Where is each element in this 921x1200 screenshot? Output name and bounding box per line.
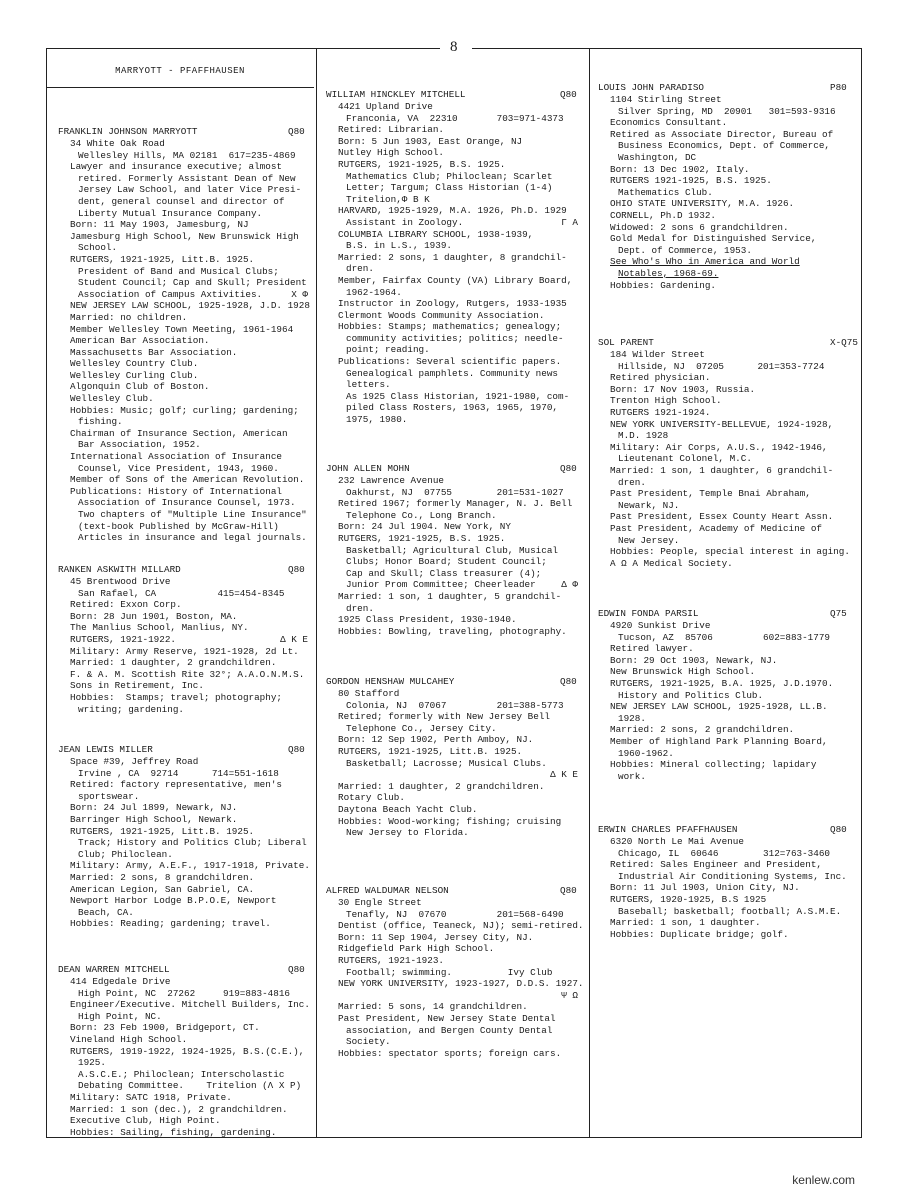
entry-line: letters. bbox=[346, 379, 391, 391]
entry-line: dren. bbox=[618, 476, 646, 488]
entry-line: Instructor in Zoology, Rutgers, 1933-1935 bbox=[338, 298, 567, 310]
entry-header bbox=[598, 608, 856, 620]
entry-line: Jamesburg High School, New Brunswick High bbox=[70, 230, 299, 242]
entry-line: CORNELL, Ph.D 1932. bbox=[610, 209, 717, 221]
entry-line: dren. bbox=[346, 263, 374, 275]
entry-line: OHIO STATE UNIVERSITY, M.A. 1926. bbox=[610, 198, 795, 210]
entry-line: The Manlius School, Manlius, NY. bbox=[70, 622, 249, 634]
entry-class-code: Q80 bbox=[830, 824, 847, 835]
entry-line: Married: 2 sons, 2 grandchildren. bbox=[610, 724, 795, 736]
entry-line: Sons in Retirement, Inc. bbox=[70, 680, 204, 692]
entry-name: RANKEN ASKWITH MILLARD bbox=[58, 564, 181, 575]
entry-line: High Point, NC 27262 919=883-4816 bbox=[78, 987, 291, 999]
entry-line: Wellesley Hills, MA 02181 617=235-4869 bbox=[78, 149, 296, 161]
entry-line: High Point, NC. bbox=[78, 1010, 162, 1022]
entry-line: NEW YORK UNIVERSITY-BELLEVUE, 1924-1928, bbox=[610, 418, 834, 430]
entry-line bbox=[326, 990, 578, 1002]
entry-line: Hobbies: spectator sports; foreign cars. bbox=[338, 1047, 562, 1059]
entry-line: Telephone Co., Long Branch. bbox=[346, 509, 497, 521]
entry-name: ERWIN CHARLES PFAFFHAUSEN bbox=[598, 824, 738, 835]
entry-line: International Association of Insurance bbox=[70, 451, 283, 463]
entry-line: Society. bbox=[346, 1036, 391, 1048]
fraternity-mark: Γ Α bbox=[561, 216, 578, 228]
running-head: MARRYOTT - PFAFFHAUSEN bbox=[46, 60, 314, 88]
entry-line: 1925 Class President, 1930-1940. bbox=[338, 614, 517, 626]
page-number: 8 bbox=[446, 39, 462, 56]
entry-line: Jersey Law School, and later Vice Presi- bbox=[78, 184, 302, 196]
entry-line: 184 Wilder Street bbox=[610, 349, 705, 360]
entry-name: JEAN LEWIS MILLER bbox=[58, 744, 153, 755]
entry-line: New Jersey. bbox=[618, 534, 680, 546]
entry-line: HARVARD, 1925-1929, M.A. 1926, Ph.D. 1929 bbox=[338, 205, 567, 217]
entry-line: 1104 Stirling Street bbox=[610, 94, 722, 105]
entry-line: As 1925 Class Historian, 1921-1980, com- bbox=[346, 390, 570, 402]
entry-name: LOUIS JOHN PARADISO bbox=[598, 82, 705, 93]
entry-line: 232 Lawrence Avenue bbox=[338, 475, 445, 486]
entry-line: Dentist (office, Teaneck, NJ); semi-retired. bbox=[338, 920, 584, 932]
entry-line: Hobbies: Bowling, traveling, photography. bbox=[338, 625, 567, 637]
entry-line: Publications: History of International bbox=[70, 485, 283, 497]
entry-line: Hobbies: Music; golf; curling; gardening; bbox=[70, 404, 299, 416]
entry-class-code: Q80 bbox=[288, 964, 305, 975]
entry-line: Rotary Club. bbox=[338, 792, 405, 804]
entry-line: Track; History and Politics Club; Liberal bbox=[78, 837, 307, 849]
entry-line: RUTGERS, 1921-1925, Litt.B. 1925. bbox=[70, 825, 255, 837]
entry-line: Retired 1967; formerly Manager, N. J. Bell bbox=[338, 498, 573, 510]
entry-line: See Who's Who in America and World bbox=[610, 256, 800, 268]
entry-line: Two chapters of "Multiple Line Insurance" bbox=[78, 509, 307, 520]
entry-line: Retired; formerly with New Jersey Bell bbox=[338, 711, 551, 723]
entry-line: Retired lawyer. bbox=[610, 643, 694, 655]
entry-line: Basketball; Agricultural Club, Musical bbox=[346, 544, 559, 556]
entry-line: dent, general counsel and director of bbox=[78, 195, 285, 207]
entry-line: RUTGERS, 1919-1922, 1924-1925, B.S.(C.E.), bbox=[70, 1045, 305, 1057]
entry-line: Born: 12 Sep 1902, Perth Amboy, NJ. bbox=[338, 734, 534, 746]
directory-entry bbox=[598, 608, 856, 782]
directory-entry bbox=[58, 744, 308, 930]
column-rule-1 bbox=[316, 48, 317, 1138]
entry-line: Hobbies: Stamps; travel; photography; bbox=[70, 691, 283, 703]
entry-line: RUTGERS, 1921-1925, Litt.B. 1925. bbox=[338, 745, 523, 757]
entry-line: Tritelion,Φ B K bbox=[346, 193, 430, 205]
entry-line: writing; gardening. bbox=[78, 703, 185, 715]
entry-line: Irvine , CA 92714 714=551-1618 bbox=[78, 767, 279, 779]
entry-line: Washington, DC bbox=[618, 151, 697, 163]
entry-line: New Jersey to Florida. bbox=[346, 827, 469, 839]
entry-line: 1928. bbox=[618, 712, 646, 724]
entry-line: Married: no children. bbox=[70, 311, 188, 323]
directory-entry bbox=[58, 564, 308, 715]
entry-line: Married: 1 daughter, 2 grandchildren. bbox=[70, 657, 277, 669]
entry-line: Clubs; Honor Board; Student Council; bbox=[346, 556, 547, 568]
entry-line: Chicago, IL 60646 312=763-3460 bbox=[618, 847, 831, 859]
entry-class-code: Q80 bbox=[288, 744, 305, 755]
entry-line: 1975, 1980. bbox=[346, 414, 408, 426]
entry-line: Bar Association, 1952. bbox=[78, 439, 201, 451]
entry-line: Wellesley Country Club. bbox=[70, 358, 199, 370]
entry-line: Algonquin Club of Boston. bbox=[70, 381, 210, 393]
entry-line: Barringer High School, Newark. bbox=[70, 813, 238, 825]
entry-line: RUTGERS 1921-1924. bbox=[610, 406, 711, 418]
entry-class-code: Q80 bbox=[560, 89, 577, 100]
entry-line: Born: 11 Jul 1903, Union City, NJ. bbox=[610, 882, 800, 894]
entry-line: Lawyer and insurance executive; almost bbox=[70, 161, 283, 173]
entry-line: Lieutenant Colonel, M.C. bbox=[618, 453, 752, 465]
entry-line: 1960-1962. bbox=[618, 747, 674, 759]
entry-line: Dept. of Commerce, 1953. bbox=[618, 244, 752, 256]
entry-line: RUTGERS, 1921-1925, B.S. 1925. bbox=[338, 532, 506, 544]
entry-line: Letter; Targum; Class Historian (1-4) bbox=[346, 182, 553, 194]
entry-line: Daytona Beach Yacht Club. bbox=[338, 803, 478, 815]
entry-line: Hobbies: People, special interest in aging. bbox=[610, 546, 850, 558]
entry-line: dren. bbox=[346, 602, 374, 614]
directory-entry bbox=[326, 463, 578, 637]
entry-line: Married: 1 son (dec.), 2 grandchildren. bbox=[70, 1103, 288, 1115]
entry-name: EDWIN FONDA PARSIL bbox=[598, 608, 699, 619]
entry-line: 414 Edgedale Drive bbox=[70, 976, 171, 987]
entry-line: Tenafly, NJ 07670 201=568-6490 bbox=[346, 908, 564, 920]
entry-class-code: Q80 bbox=[560, 676, 577, 687]
directory-entry bbox=[326, 885, 584, 1059]
directory-entry bbox=[598, 337, 856, 569]
entry-line: 1925. bbox=[78, 1057, 106, 1069]
entry-line: Newark, NJ. bbox=[618, 499, 680, 511]
entry-line: Gold Medal for Distinguished Service, bbox=[610, 233, 817, 245]
entry-line: Association of Insurance Counsel, 1973. bbox=[78, 497, 296, 509]
entry-line: Born: 13 Dec 1902, Italy. bbox=[610, 163, 750, 175]
entry-line bbox=[326, 769, 578, 781]
entry-line: Debating Committee. Tritelion (Λ X P) bbox=[78, 1080, 302, 1092]
entry-line: 6320 North Le Mai Avenue bbox=[610, 836, 744, 847]
entry-line: Colonia, NJ 07067 201=388-5773 bbox=[346, 699, 564, 711]
entry-line: fishing. bbox=[78, 416, 123, 428]
entry-line: Widowed: 2 sons 6 grandchildren. bbox=[610, 221, 789, 233]
entry-line: Retired as Associate Director, Bureau of bbox=[610, 128, 834, 140]
entry-line: Hobbies: Wood-working; fishing; cruising bbox=[338, 815, 562, 827]
entry-header bbox=[326, 89, 578, 101]
entry-line: F. & A. M. Scottish Rite 32°; A.A.O.N.M.S. bbox=[70, 668, 305, 680]
entry-line: community activities; politics; needle- bbox=[346, 332, 564, 344]
entry-line: Born: 11 May 1903, Jamesburg, NJ bbox=[70, 219, 249, 231]
entry-line: History and Politics Club. bbox=[618, 689, 764, 701]
entry-header bbox=[58, 744, 308, 756]
entry-name: FRANKLIN JOHNSON MARRYOTT bbox=[58, 126, 198, 137]
entry-line: Genealogical pamphlets. Community news bbox=[346, 367, 559, 379]
entry-line: Hobbies: Sailing, fishing, gardening. bbox=[70, 1126, 277, 1138]
directory-entry bbox=[326, 676, 578, 839]
entry-line: Telephone Co., Jersey City. bbox=[346, 722, 497, 734]
entry-line: 34 White Oak Road bbox=[70, 138, 165, 149]
entry-line: Football; swimming. Ivy Club bbox=[346, 966, 553, 978]
entry-line: American Bar Association. bbox=[70, 335, 210, 347]
entry-line: Retired: Exxon Corp. bbox=[70, 599, 182, 611]
entry-line: NEW JERSEY LAW SCHOOL, 1925-1928, J.D. 1928 bbox=[70, 300, 310, 312]
fraternity-mark: Δ K E bbox=[550, 769, 578, 781]
entry-line: Married: 1 daughter, 2 grandchildren. bbox=[338, 780, 545, 792]
entry-line: Space #39, Jeffrey Road bbox=[70, 756, 199, 767]
entry-line: point; reading. bbox=[346, 344, 430, 356]
entry-line: Nutley High School. bbox=[338, 147, 445, 159]
entry-line: Married: 1 son, 1 daughter, 6 grandchil- bbox=[610, 464, 834, 476]
entry-line: Industrial Air Conditioning Systems, Inc. bbox=[618, 870, 847, 882]
entry-line: Business Economics, Dept. of Commerce, bbox=[618, 140, 831, 152]
entry-header bbox=[58, 126, 308, 138]
entry-line: Franconia, VA 22310 703=971-4373 bbox=[346, 112, 564, 124]
entry-line: Military: SATC 1918, Private. bbox=[70, 1091, 232, 1103]
fraternity-mark: Δ Φ bbox=[561, 579, 578, 591]
entry-line: Married: 1 son, 1 daughter, 5 grandchil- bbox=[338, 590, 562, 602]
entry-line: Retired physician. bbox=[610, 372, 711, 384]
directory-entry bbox=[326, 89, 578, 426]
entry-line: RUTGERS, 1920-1925, B.S 1925 bbox=[610, 893, 767, 905]
entry-line: New Brunswick High School. bbox=[610, 666, 756, 678]
entry-line: M.D. 1928 bbox=[618, 430, 669, 442]
entry-name: DEAN WARREN MITCHELL bbox=[58, 964, 170, 975]
entry-line: Hobbies: Reading; gardening; travel. bbox=[70, 918, 271, 930]
fraternity-mark: Δ K E bbox=[280, 633, 308, 645]
entry-line: Counsel, Vice President, 1943, 1960. bbox=[78, 462, 279, 474]
entry-line: Engineer/Executive. Mitchell Builders, Inc. bbox=[70, 999, 310, 1011]
entry-line: Student Council; Cap and Skull; President bbox=[78, 277, 307, 289]
entry-line: Married: 1 son, 1 daughter. bbox=[610, 917, 761, 929]
entry-line: Junior Prom Committee; Cheerleader Δ Φ bbox=[346, 579, 578, 591]
entry-line: Born: 28 Jun 1901, Boston, MA. bbox=[70, 610, 238, 622]
entry-line: Retired: factory representative, men's bbox=[70, 779, 283, 791]
entry-line: Past President, Essex County Heart Assn. bbox=[610, 511, 834, 523]
entry-line: Trenton High School. bbox=[610, 395, 722, 407]
entry-name: SOL PARENT bbox=[598, 337, 654, 348]
entry-class-code: Q80 bbox=[560, 885, 577, 896]
entry-line: Married: 2 sons, 1 daughter, 8 grandchil- bbox=[338, 251, 567, 263]
entry-line: 30 Engle Street bbox=[338, 897, 422, 908]
entry-line: Married: 5 sons, 14 grandchildren. bbox=[338, 1001, 528, 1013]
entry-class-code: Q75 bbox=[830, 608, 847, 619]
entry-line: Born: 24 Jul 1899, Newark, NJ. bbox=[70, 802, 238, 814]
entry-line: Retired: Librarian. bbox=[338, 124, 445, 136]
entry-line: A.S.C.E.; Philoclean; Interscholastic bbox=[78, 1068, 285, 1080]
entry-header bbox=[326, 676, 578, 688]
entry-line: 4920 Sunkist Drive bbox=[610, 620, 711, 631]
directory-entry bbox=[58, 964, 308, 1138]
entry-line: San Rafael, CA 415=454-8345 bbox=[78, 587, 285, 599]
entry-line: work. bbox=[618, 770, 646, 782]
entry-line: Military: Army Reserve, 1921-1928, 2d Lt. bbox=[70, 645, 299, 657]
entry-line: Married: 2 sons, 8 grandchildren. bbox=[70, 871, 255, 883]
entry-line: B.S. in L.S., 1939. bbox=[346, 240, 453, 252]
entry-line: Member of Sons of the American Revolution. bbox=[70, 474, 305, 486]
entry-line: (text-book Published by McGraw-Hill) bbox=[78, 520, 279, 532]
entry-line: retired. Formerly Assistant Dean of New bbox=[78, 172, 296, 184]
entry-line: Hobbies: Gardening. bbox=[610, 279, 717, 291]
entry-header bbox=[598, 82, 856, 94]
entry-line: Past President, Academy of Medicine of bbox=[610, 522, 823, 534]
entry-line: Baseball; basketball; football; A.S.M.E. bbox=[618, 905, 842, 917]
entry-header bbox=[58, 564, 308, 576]
entry-line: Notables, 1968-69. bbox=[618, 267, 719, 279]
entry-line: Past President, New Jersey State Dental bbox=[338, 1012, 556, 1024]
entry-line: Liberty Mutual Insurance Company. bbox=[78, 207, 263, 219]
entry-header bbox=[598, 824, 856, 836]
entry-line: Clermont Woods Community Association. bbox=[338, 309, 545, 321]
entry-line: Basketball; Lacrosse; Musical Clubs. bbox=[346, 757, 547, 769]
entry-line: RUTGERS, 1921-1925, Litt.B. 1925. bbox=[70, 253, 255, 265]
entry-line: Publications: Several scientific papers. bbox=[338, 356, 562, 368]
entry-line: Born: 24 Jul 1904. New York, NY bbox=[338, 521, 511, 533]
entry-line: Born: 29 Oct 1903, Newark, NJ. bbox=[610, 654, 778, 666]
directory-entry bbox=[58, 126, 308, 544]
entry-line: Wellesley Curling Club. bbox=[70, 369, 199, 381]
entry-line: RUTGERS, 1921-1925, B.A. 1925, J.D.1970. bbox=[610, 677, 834, 689]
entry-line: Cap and Skull; Class treasurer (4); bbox=[346, 567, 542, 579]
entry-class-code: Q80 bbox=[288, 126, 305, 137]
entry-line: Member Wellesley Town Meeting, 1961-1964 bbox=[70, 323, 294, 335]
entry-line: sportswear. bbox=[78, 790, 140, 802]
entry-line: Born: 23 Feb 1900, Bridgeport, CT. bbox=[70, 1022, 260, 1034]
entry-class-code: Q80 bbox=[288, 564, 305, 575]
entry-line: 45 Brentwood Drive bbox=[70, 576, 171, 587]
entry-line: Beach, CA. bbox=[78, 906, 134, 918]
entry-header bbox=[598, 337, 856, 349]
entry-line: NEW JERSEY LAW SCHOOL, 1925-1928, LL.B. bbox=[610, 701, 828, 713]
entry-line: 4421 Upland Drive bbox=[338, 101, 433, 112]
entry-line: RUTGERS 1921-1925, B.S. 1925. bbox=[610, 175, 772, 187]
fraternity-mark: Ψ Ω bbox=[561, 989, 578, 1001]
entry-class-code: X-Q75 bbox=[830, 337, 858, 348]
entry-name: JOHN ALLEN MOHN bbox=[326, 463, 410, 474]
entry-line: Past President, Temple Bnai Abraham, bbox=[610, 488, 811, 500]
entry-line: piled Class Rosters, 1963, 1965, 1970, bbox=[346, 402, 559, 414]
directory-entry bbox=[598, 82, 856, 291]
entry-line: Born: 5 Jun 1903, East Orange, NJ bbox=[338, 135, 523, 147]
entry-line: 1962-1964. bbox=[346, 286, 402, 298]
entry-line: Military: Air Corps, A.U.S., 1942-1946, bbox=[610, 441, 828, 453]
directory-entry bbox=[598, 824, 856, 940]
entry-line: Born: 17 Nov 1903, Russia. bbox=[610, 383, 756, 395]
entry-line: Member, Fairfax County (VA) Library Board, bbox=[338, 274, 573, 286]
entry-line: Hobbies: Stamps; mathematics; genealogy; bbox=[338, 321, 562, 333]
entry-name: ALFRED WALDUMAR NELSON bbox=[326, 885, 449, 896]
fraternity-mark: X Φ bbox=[291, 288, 308, 300]
entry-line: 80 Stafford bbox=[338, 688, 400, 699]
entry-line: Mathematics Club; Philoclean; Scarlet bbox=[346, 170, 553, 182]
entry-line: Military: Army, A.E.F., 1917-1918, Private. bbox=[70, 860, 310, 872]
entry-line: Tucson, AZ 85706 602=883-1779 bbox=[618, 631, 831, 643]
entry-line: Vineland High School. bbox=[70, 1033, 188, 1045]
entry-line: Mathematics Club. bbox=[618, 186, 713, 198]
column-rule-2 bbox=[589, 48, 590, 1138]
entry-line: Club; Philoclean. bbox=[78, 848, 173, 860]
entry-line: RUTGERS, 1921-1923. bbox=[338, 954, 445, 966]
entry-line: A Ω A Medical Society. bbox=[610, 557, 733, 569]
entry-line: Born: 11 Sep 1904, Jersey City, NJ. bbox=[338, 931, 534, 943]
entry-line: Silver Spring, MD 20901 301=593-9316 bbox=[618, 105, 836, 117]
entry-line: association, and Bergen County Dental bbox=[346, 1024, 553, 1036]
entry-line: Executive Club, High Point. bbox=[70, 1115, 221, 1127]
entry-line: Chairman of Insurance Section, American bbox=[70, 427, 288, 439]
entry-line: Retired: Sales Engineer and President, bbox=[610, 859, 823, 871]
entry-line: Association of Campus Axtivities. X Φ bbox=[78, 288, 308, 300]
site-watermark: kenlew.com bbox=[792, 1173, 855, 1187]
entry-line: COLUMBIA LIBRARY SCHOOL, 1938-1939, bbox=[338, 228, 534, 240]
entry-line: Newport Harbor Lodge B.P.O.E, Newport bbox=[70, 895, 277, 907]
entry-class-code: Q80 bbox=[560, 463, 577, 474]
entry-line: Hobbies: Mineral collecting; lapidary bbox=[610, 759, 817, 771]
entry-line: RUTGERS, 1921-1922. Δ K E bbox=[70, 633, 308, 645]
entry-class-code: P80 bbox=[830, 82, 847, 93]
entry-line: Member of Highland Park Planning Board, bbox=[610, 735, 828, 747]
entry-line: NEW YORK UNIVERSITY, 1923-1927, D.D.S. 1927. bbox=[338, 978, 584, 990]
entry-line: Ridgefield Park High School. bbox=[338, 943, 495, 955]
entry-line: Oakhurst, NJ 07755 201=531-1027 bbox=[346, 486, 564, 498]
entry-line: Articles in insurance and legal journals. bbox=[78, 532, 307, 544]
entry-header bbox=[58, 964, 308, 976]
entry-header bbox=[326, 463, 578, 475]
entry-line: Hillside, NJ 07205 201=353-7724 bbox=[618, 360, 825, 372]
entry-line: Hobbies: Duplicate bridge; golf. bbox=[610, 928, 789, 940]
entry-line: Economics Consultant. bbox=[610, 117, 728, 129]
entry-name: GORDON HENSHAW MULCAHEY bbox=[326, 676, 455, 687]
entry-line: School. bbox=[78, 242, 118, 254]
entry-line: Assistant in Zoology. Γ Α bbox=[346, 216, 578, 228]
entry-header bbox=[326, 885, 578, 897]
entry-line: RUTGERS, 1921-1925, B.S. 1925. bbox=[338, 158, 506, 170]
entry-name: WILLIAM HINCKLEY MITCHELL bbox=[326, 89, 466, 100]
entry-line: Massachusetts Bar Association. bbox=[70, 346, 238, 358]
entry-line: President of Band and Musical Clubs; bbox=[78, 265, 279, 277]
entry-line: American Legion, San Gabriel, CA. bbox=[70, 883, 255, 895]
entry-line: Wellesley Club. bbox=[70, 393, 154, 405]
